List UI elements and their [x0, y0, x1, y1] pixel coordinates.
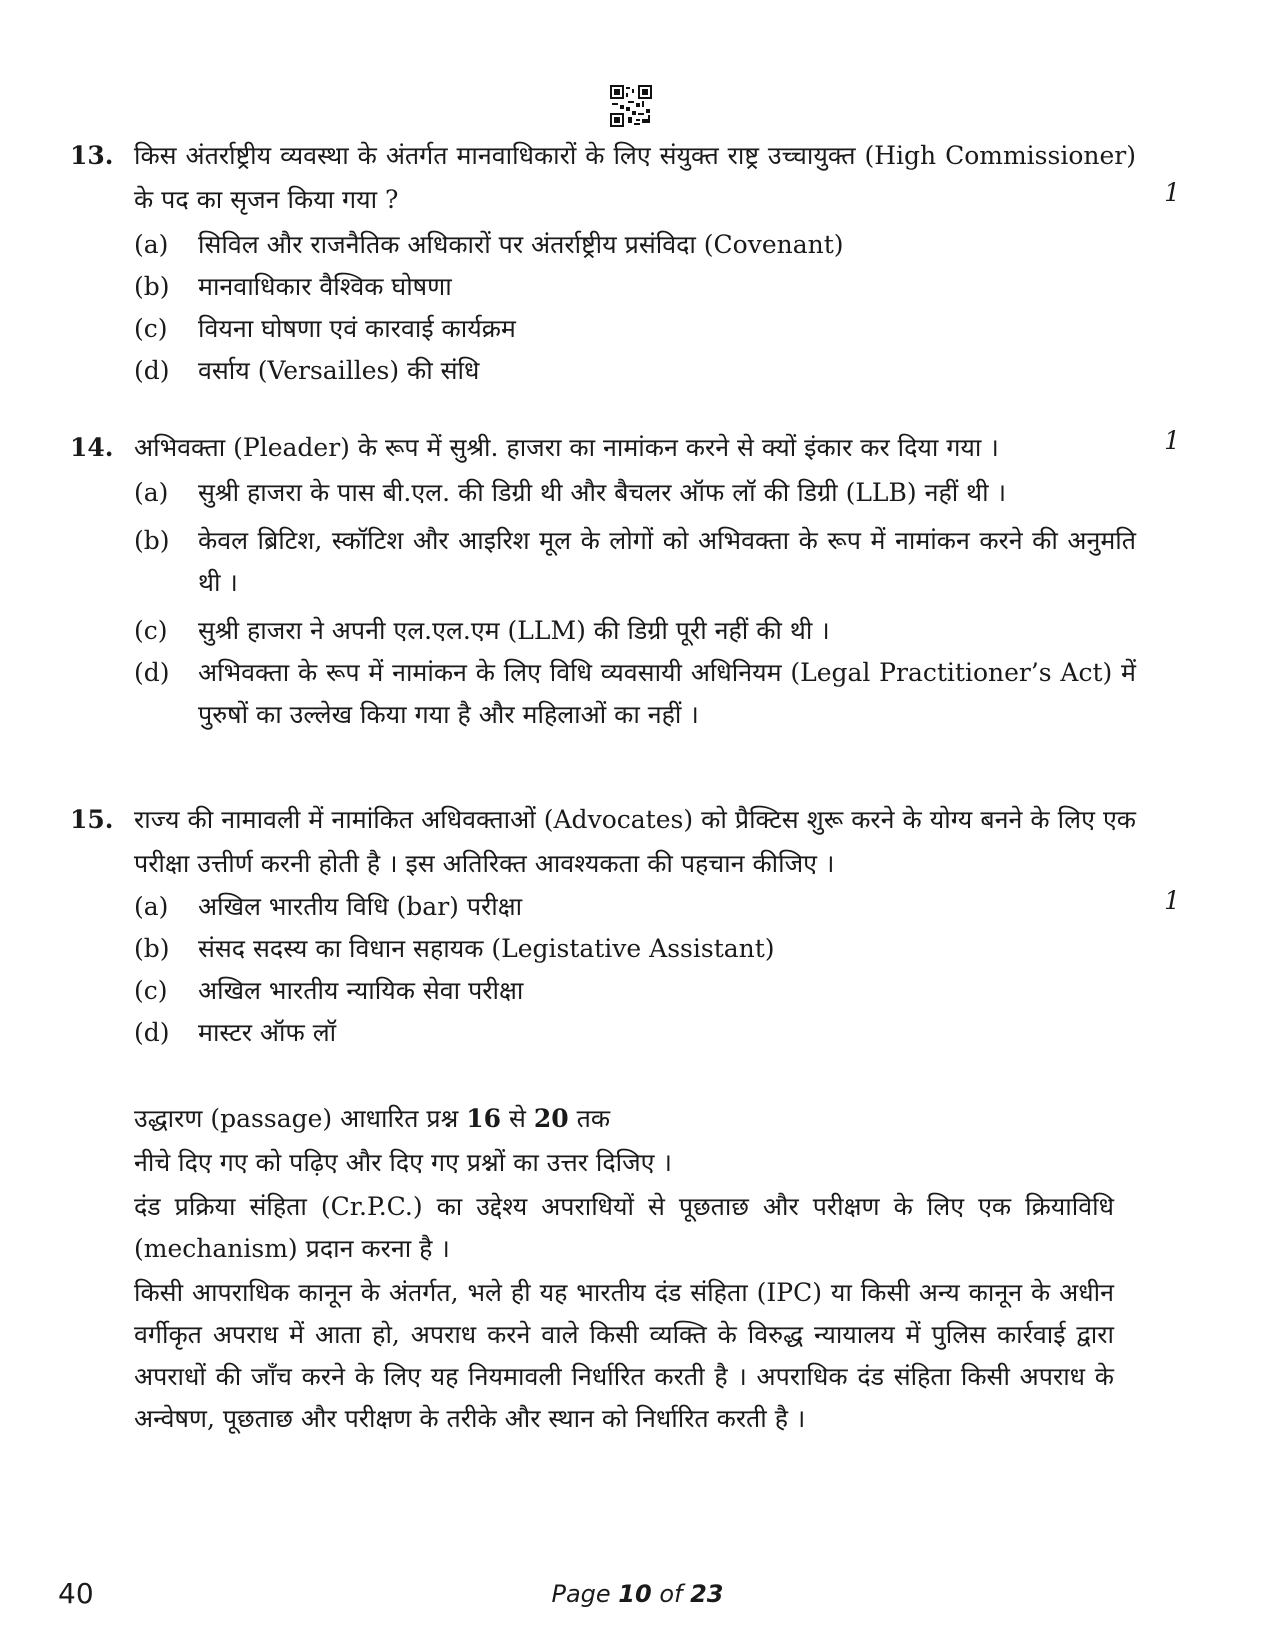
- option-label: (d): [134, 658, 170, 687]
- option-text: अखिल भारतीय न्यायिक सेवा परीक्षा: [198, 976, 524, 1005]
- option-label: (a): [134, 478, 169, 507]
- question-number: 13.: [70, 141, 114, 170]
- passage-heading-text: उद्धारण (passage) आधारित प्रश्न: [134, 1104, 467, 1133]
- option-text: सुश्री हाजरा के पास बी.एल. की डिग्री थी और बैचलर ऑफ लॉ की डिग्री (LLB) नहीं थी ।: [198, 478, 1007, 507]
- option-b: [134, 266, 1180, 308]
- option-label: (c): [134, 314, 168, 343]
- option-text: अखिल भारतीय विधि (bar) परीक्षा: [198, 892, 523, 921]
- qr-code-icon: [610, 85, 652, 127]
- question-number: 14.: [70, 433, 114, 462]
- option-label: (b): [134, 934, 170, 963]
- option-text: वियना घोषणा एवं कारवाई कार्यक्रम: [198, 314, 516, 343]
- option-text: अभिवक्ता के रूप में नामांकन के लिए विधि व्यवसायी अधिनियम (Legal Practitioner’s Act) में पुरुषों का उल्लेख किया गया है और महिलाओं का नहीं ।: [198, 658, 1136, 729]
- option-label: (c): [134, 616, 168, 645]
- paper-code: 40: [58, 1577, 94, 1610]
- question-stem: [70, 134, 1180, 222]
- page-of: of: [651, 1580, 691, 1608]
- question-text: राज्य की नामावली में नामांकित अधिवक्ताओं (Advocates) को प्रैक्टिस शुरू करने के योग्य बनने के लिए एक परीक्षा उत्तीर्ण करनी होती है । इस अतिरिक्त आवश्यकता की पहचान कीजिए ।: [134, 805, 1136, 878]
- passage-heading-to: 20: [533, 1104, 569, 1133]
- option-label: (d): [134, 1018, 170, 1047]
- option-text: मास्टर ऑफ लॉ: [198, 1018, 337, 1047]
- question-13: [70, 134, 1180, 392]
- question-15: [70, 798, 1180, 1054]
- option-text: वर्साय (Versailles) की संधि: [198, 356, 480, 385]
- passage-heading-from: 16: [466, 1104, 502, 1133]
- question-marks: 1: [1164, 178, 1180, 207]
- option-label: (a): [134, 892, 169, 921]
- option-d: [134, 652, 1180, 736]
- option-label: (c): [134, 976, 168, 1005]
- option-b: [134, 928, 1180, 970]
- passage-heading-post: तक: [568, 1104, 611, 1133]
- passage-paragraph-1: दंड प्रक्रिया संहिता (Cr.P.C.) का उद्देश्य अपराधियों से पूछताछ और परीक्षण के लिए एक क्रियाविधि (mechanism) प्रदान करना है ।: [134, 1192, 1114, 1263]
- passage-heading: [134, 1098, 1114, 1140]
- option-c: [134, 308, 1180, 350]
- question-stem: [70, 798, 1180, 886]
- question-stem: [70, 426, 1180, 470]
- page-label: Page: [551, 1580, 619, 1608]
- option-label: (a): [134, 230, 169, 259]
- option-c: [134, 970, 1180, 1012]
- question-marks: 1: [1164, 426, 1180, 455]
- question-marks: 1: [1164, 886, 1180, 915]
- passage-paragraph-2: किसी आपराधिक कानून के अंतर्गत, भले ही यह भारतीय दंड संहिता (IPC) या किसी अन्य कानून के अधीन वर्गीकृत अपराध में आता हो, अपराध करने वाले किसी व्यक्ति के विरुद्ध न्यायालय में पुलिस कार्रवाई द्वारा अपराधों की जाँच करने के लिए यह नियमावली निर्धारित करती है । अपराधिक दंड संहिता किसी अपराध के अन्वेषण, पूछताछ और परीक्षण के तरीके और स्थान को निर्धारित करती है ।: [134, 1278, 1114, 1433]
- page-total: 23: [690, 1580, 724, 1608]
- passage-heading-mid: से: [501, 1104, 534, 1133]
- option-text: सिविल और राजनैतिक अधिकारों पर अंतर्राष्ट्रीय प्रसंविदा (Covenant): [198, 230, 844, 259]
- question-text: अभिवक्ता (Pleader) के रूप में सुश्री. हाजरा का नामांकन करने से क्यों इंकार कर दिया गया ।: [134, 433, 999, 462]
- option-text: मानवाधिकार वैश्विक घोषणा: [198, 272, 452, 301]
- option-label: (b): [134, 526, 170, 555]
- question-number: 15.: [70, 805, 114, 834]
- option-a: [134, 224, 1180, 266]
- option-a: [134, 886, 1180, 928]
- question-text: किस अंतर्राष्ट्रीय व्यवस्था के अंतर्गत मानवाधिकारों के लिए संयुक्त राष्ट्र उच्चायुक्त (High Commissioner) के पद का सृजन किया गया ?: [134, 141, 1136, 214]
- option-text: संसद सदस्य का विधान सहायक (Legistative Assistant): [198, 934, 775, 963]
- option-label: (b): [134, 272, 170, 301]
- option-c: [134, 610, 1180, 652]
- option-text: केवल ब्रिटिश, स्कॉटिश और आइरिश मूल के लोगों को अभिवक्ता के रूप में नामांकन करने की अनुमति थी ।: [198, 526, 1136, 597]
- option-label: (d): [134, 356, 170, 385]
- passage-section: [134, 1098, 1114, 1440]
- option-text: सुश्री हाजरा ने अपनी एल.एल.एम (LLM) की डिग्री पूरी नहीं की थी ।: [198, 616, 830, 645]
- option-b: [134, 520, 1180, 604]
- option-a: [134, 472, 1180, 514]
- option-d: [134, 1012, 1180, 1054]
- passage-instruction: नीचे दिए गए को पढ़िए और दिए गए प्रश्नों का उत्तर दिजिए ।: [134, 1148, 672, 1177]
- page-current: 10: [618, 1580, 652, 1608]
- question-14: [70, 426, 1180, 736]
- option-d: [134, 350, 1180, 392]
- page-number: [0, 1580, 1275, 1608]
